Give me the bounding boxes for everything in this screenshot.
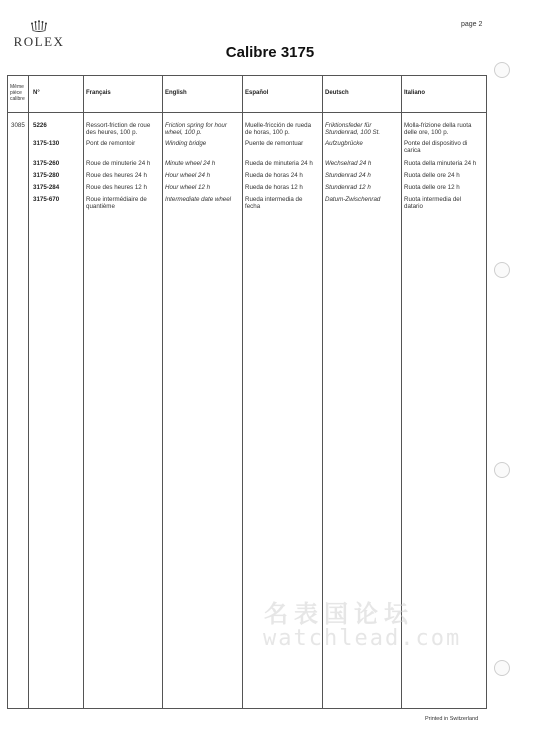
col-header-french: Français [86, 90, 111, 96]
cell-german: Stundenrad 24 h [325, 172, 371, 179]
cell-italian: Molla-frizione della ruota delle ore, 100 p. [404, 122, 472, 136]
cell-english: Hour wheel 24 h [165, 172, 211, 179]
header-divider [8, 112, 486, 113]
binder-hole [494, 62, 510, 78]
column-divider [28, 76, 29, 708]
cell-french: Ressort-friction de roue des heures, 100 p. [86, 122, 151, 136]
col-header-spanish: Español [245, 90, 269, 96]
col-header-german: Deutsch [325, 90, 349, 96]
cell-italian: Ruota delle ore 12 h [404, 184, 460, 191]
watermark-chinese: 名表国论坛 [264, 601, 414, 628]
column-divider [242, 76, 243, 708]
cell-english: Friction spring for hour wheel, 100 p. [165, 122, 227, 136]
cell-part-number: 3175-130 [33, 140, 60, 147]
cell-french: Roue de minuterie 24 h [86, 160, 151, 167]
printed-note: Printed in Switzerland [425, 716, 479, 722]
col-header-number: N° [33, 90, 40, 96]
cell-part-number: 3175-284 [33, 184, 60, 191]
cell-german: Aufzugbrücke [325, 140, 363, 147]
cell-part-number: 3175-260 [33, 160, 60, 167]
cell-same-calibre: 3085 [11, 122, 25, 129]
cell-spanish: Rueda de minuteria 24 h [245, 160, 313, 167]
binder-hole [494, 262, 510, 278]
cell-german: Friktionsfeder für Stundenrad, 100 St. [325, 122, 381, 136]
cell-french: Roue des heures 24 h [86, 172, 147, 179]
cell-italian: Ruota delle ore 24 h [404, 172, 460, 179]
cell-italian: Ponte del dispositivo di carica [404, 140, 468, 154]
cell-part-number: 5226 [33, 122, 47, 129]
cell-part-number: 3175-670 [33, 196, 60, 203]
cell-french: Roue intermédiaire de quantième [86, 196, 147, 210]
col-header-same-calibre: Même pièce calibre [10, 84, 25, 102]
cell-spanish: Rueda de horas 12 h [245, 184, 303, 191]
cell-english: Winding bridge [165, 140, 207, 147]
cell-italian: Ruota della minuteria 24 h [404, 160, 477, 167]
page-number: page 2 [461, 21, 483, 28]
cell-french: Pont de remontoir [86, 140, 136, 147]
cell-spanish: Rueda de horas 24 h [245, 172, 303, 179]
cell-english: Hour wheel 12 h [165, 184, 211, 191]
column-divider [83, 76, 84, 708]
cell-french: Roue des heures 12 h [86, 184, 147, 191]
binder-hole [494, 462, 510, 478]
page-title: Calibre 3175 [225, 44, 315, 61]
binder-hole [494, 660, 510, 676]
cell-part-number: 3175-280 [33, 172, 60, 179]
cell-italian: Ruota intermedia del datario [404, 196, 462, 210]
cell-english: Intermediate date wheel [165, 196, 232, 203]
crown-icon [30, 20, 48, 33]
cell-spanish: Muelle-fricción de rueda de horas, 100 p. [245, 122, 312, 136]
cell-german: Wechselrad 24 h [325, 160, 372, 167]
cell-english: Minute wheel 24 h [165, 160, 216, 167]
cell-german: Stundenrad 12 h [325, 184, 371, 191]
cell-spanish: Puente de remontuar [245, 140, 304, 147]
cell-german: Datum-Zwischenrad [325, 196, 381, 203]
column-divider [162, 76, 163, 708]
cell-spanish: Rueda intermedia de fecha [245, 196, 303, 210]
watermark-url: watchlead.com [263, 626, 462, 651]
col-header-english: English [165, 90, 187, 96]
parts-table [7, 75, 487, 709]
brand-name: ROLEX [13, 34, 65, 49]
col-header-italian: Italiano [404, 90, 426, 96]
